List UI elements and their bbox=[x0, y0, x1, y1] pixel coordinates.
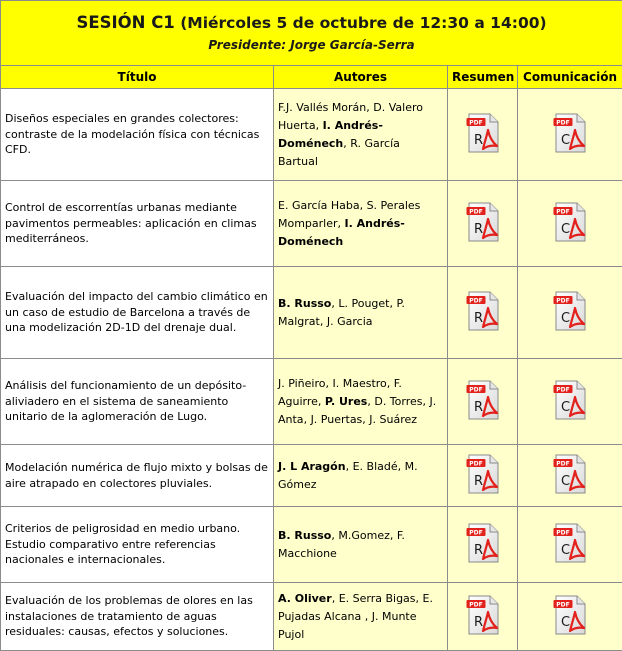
author-name: S. Perales Momparler bbox=[278, 199, 420, 230]
paper-row bbox=[1, 359, 622, 445]
pdf-icon-label: R bbox=[474, 222, 483, 237]
author-name: J. Munte Pujol bbox=[278, 610, 417, 641]
paper-title: Diseños especiales en grandes colectores: contraste de la modelación física con técnicas CFD. bbox=[1, 89, 274, 181]
presenting-author: A. Oliver bbox=[278, 592, 332, 605]
pdf-icon-label: PDF bbox=[556, 602, 569, 609]
author-name: I. Maestro bbox=[333, 377, 387, 390]
summary-cell bbox=[448, 583, 518, 651]
communication-cell bbox=[518, 359, 622, 445]
session-header bbox=[1, 1, 622, 66]
column-header-title: Título bbox=[1, 66, 274, 89]
author-separator: , bbox=[360, 199, 367, 212]
author-separator: , bbox=[362, 413, 369, 426]
communication-cell bbox=[518, 507, 622, 583]
paper-title: Criterios de peligrosidad en medio urbano. Estudio comparativo entre referencias nacionales e internacionales. bbox=[1, 507, 274, 583]
paper-row bbox=[1, 507, 622, 583]
pdf-icon-label: C bbox=[561, 400, 570, 415]
pdf-icon-label: PDF bbox=[469, 530, 482, 537]
communication-pdf-icon[interactable] bbox=[553, 113, 587, 153]
author-name: J. Piñeiro bbox=[278, 377, 326, 390]
paper-title: Modelación numérica de flujo mixto y bolsas de aire atrapado en colectores pluviales. bbox=[1, 445, 274, 507]
author-separator: , bbox=[390, 297, 397, 310]
communication-cell bbox=[518, 181, 622, 267]
communication-pdf-icon[interactable] bbox=[553, 380, 587, 420]
pdf-icon-label: PDF bbox=[469, 120, 482, 127]
communication-pdf-icon[interactable] bbox=[553, 291, 587, 331]
author-separator: , bbox=[361, 610, 372, 623]
author-name: E. García Haba bbox=[278, 199, 360, 212]
session-chair: Presidente: Jorge García-Serra bbox=[5, 36, 618, 54]
summary-pdf-icon[interactable] bbox=[466, 291, 500, 331]
communication-cell bbox=[518, 267, 622, 359]
summary-pdf-icon[interactable] bbox=[466, 454, 500, 494]
paper-authors bbox=[274, 359, 448, 445]
pdf-icon-label: PDF bbox=[556, 387, 569, 394]
author-separator: , bbox=[316, 119, 323, 132]
communication-cell bbox=[518, 583, 622, 651]
author-name: J. Garcia bbox=[327, 315, 373, 328]
author-name: D. Valero Huerta bbox=[278, 101, 423, 132]
summary-pdf-icon[interactable] bbox=[466, 523, 500, 563]
summary-cell bbox=[448, 89, 518, 181]
summary-cell bbox=[448, 507, 518, 583]
author-name: J. Suárez bbox=[369, 413, 417, 426]
column-header-row bbox=[1, 66, 622, 89]
session-header-row bbox=[1, 1, 622, 66]
column-header-communication: Comunicación bbox=[518, 66, 622, 89]
presenting-author: I. Andrés-Doménech bbox=[278, 119, 383, 150]
summary-cell bbox=[448, 359, 518, 445]
paper-title: Análisis del funcionamiento de un depósito-aliviadero en el sistema de saneamiento unitario de la aglomeración de Lugo. bbox=[1, 359, 274, 445]
author-separator: , bbox=[346, 460, 353, 473]
pdf-icon-label: PDF bbox=[556, 530, 569, 537]
author-name: L. Pouget bbox=[338, 297, 389, 310]
author-name: D. Torres bbox=[374, 395, 422, 408]
presenting-author: I. Andrés-Doménech bbox=[278, 217, 405, 248]
author-name: F. Macchione bbox=[278, 529, 405, 560]
paper-row bbox=[1, 445, 622, 507]
pdf-icon-label: C bbox=[561, 615, 570, 630]
paper-title: Control de escorrentías urbanas mediante pavimentos permeables: aplicación en climas mediterráneos. bbox=[1, 181, 274, 267]
pdf-icon-label: PDF bbox=[469, 461, 482, 468]
author-separator: , bbox=[387, 377, 394, 390]
pdf-icon-label: R bbox=[474, 311, 483, 326]
session-datetime: (Miércoles 5 de octubre de 12:30 a 14:00) bbox=[180, 14, 546, 32]
pdf-icon-label: C bbox=[561, 222, 570, 237]
summary-cell bbox=[448, 445, 518, 507]
paper-row bbox=[1, 583, 622, 651]
pdf-icon-label: R bbox=[474, 133, 483, 148]
summary-pdf-icon[interactable] bbox=[466, 113, 500, 153]
author-name: J. Anta bbox=[278, 395, 436, 426]
author-separator: , bbox=[367, 395, 374, 408]
pdf-icon-label: C bbox=[561, 311, 570, 326]
session-title: SESIÓN C1 bbox=[76, 13, 174, 32]
author-separator: , bbox=[390, 529, 397, 542]
communication-cell bbox=[518, 445, 622, 507]
pdf-icon-label: R bbox=[474, 615, 483, 630]
paper-authors bbox=[274, 583, 448, 651]
author-name: M. Gómez bbox=[278, 460, 418, 491]
column-header-summary: Resumen bbox=[448, 66, 518, 89]
paper-authors bbox=[274, 507, 448, 583]
author-separator: , bbox=[416, 592, 423, 605]
author-separator: , bbox=[366, 101, 373, 114]
author-separator: , bbox=[318, 395, 325, 408]
communication-pdf-icon[interactable] bbox=[553, 202, 587, 242]
author-separator: , bbox=[398, 460, 405, 473]
author-name: E. Serra Bigas bbox=[339, 592, 416, 605]
pdf-icon-label: PDF bbox=[469, 298, 482, 305]
paper-title: Evaluación del impacto del cambio climático en un caso de estudio de Barcelona a través de una modelización 2D-1D del drenaje dual. bbox=[1, 267, 274, 359]
communication-cell bbox=[518, 89, 622, 181]
session-heading bbox=[5, 13, 618, 33]
presenting-author: J. L Aragón bbox=[278, 460, 346, 473]
pdf-icon-label: C bbox=[561, 474, 570, 489]
paper-authors bbox=[274, 445, 448, 507]
column-header-authors: Autores bbox=[274, 66, 448, 89]
author-name: R. García Bartual bbox=[278, 137, 400, 168]
communication-pdf-icon[interactable] bbox=[553, 523, 587, 563]
pdf-icon-label: PDF bbox=[469, 602, 482, 609]
summary-cell bbox=[448, 267, 518, 359]
pdf-icon-label: R bbox=[474, 474, 483, 489]
summary-pdf-icon[interactable] bbox=[466, 595, 500, 635]
presenting-author: B. Russo bbox=[278, 297, 331, 310]
pdf-icon-label: C bbox=[561, 543, 570, 558]
presenting-author: B. Russo bbox=[278, 529, 331, 542]
author-separator: , bbox=[331, 297, 338, 310]
author-separator: , bbox=[326, 377, 333, 390]
summary-cell bbox=[448, 181, 518, 267]
communication-pdf-icon[interactable] bbox=[553, 595, 587, 635]
presenting-author: P. Ures bbox=[325, 395, 367, 408]
author-separator: , bbox=[320, 315, 327, 328]
author-separator: , bbox=[331, 529, 338, 542]
author-separator: , bbox=[304, 413, 311, 426]
paper-row bbox=[1, 181, 622, 267]
pdf-icon-label: PDF bbox=[556, 209, 569, 216]
pdf-icon-label: C bbox=[561, 133, 570, 148]
paper-authors bbox=[274, 267, 448, 359]
paper-authors bbox=[274, 181, 448, 267]
pdf-icon-label: PDF bbox=[556, 298, 569, 305]
communication-pdf-icon[interactable] bbox=[553, 454, 587, 494]
pdf-icon-label: PDF bbox=[556, 461, 569, 468]
author-separator: , bbox=[423, 395, 430, 408]
author-name: F. Aguirre bbox=[278, 377, 402, 408]
author-name: P. Malgrat bbox=[278, 297, 405, 328]
author-name: E. Pujadas Alcana bbox=[278, 592, 433, 623]
pdf-icon-label: R bbox=[474, 400, 483, 415]
pdf-icon-label: PDF bbox=[556, 120, 569, 127]
summary-pdf-icon[interactable] bbox=[466, 202, 500, 242]
author-name: J. Puertas bbox=[311, 413, 363, 426]
pdf-icon-label: PDF bbox=[469, 387, 482, 394]
paper-row bbox=[1, 267, 622, 359]
author-separator: , bbox=[338, 217, 345, 230]
author-name: E. Bladé bbox=[353, 460, 398, 473]
author-separator: , bbox=[343, 137, 350, 150]
pdf-icon-label: PDF bbox=[469, 209, 482, 216]
author-name: F.J. Vallés Morán bbox=[278, 101, 366, 114]
paper-title: Evaluación de los problemas de olores en las instalaciones de tratamiento de aguas residuales: causas, efectos y soluciones. bbox=[1, 583, 274, 651]
summary-pdf-icon[interactable] bbox=[466, 380, 500, 420]
pdf-icon-label: R bbox=[474, 543, 483, 558]
paper-row bbox=[1, 89, 622, 181]
author-name: M.Gomez bbox=[338, 529, 390, 542]
paper-authors bbox=[274, 89, 448, 181]
author-separator: , bbox=[332, 592, 339, 605]
